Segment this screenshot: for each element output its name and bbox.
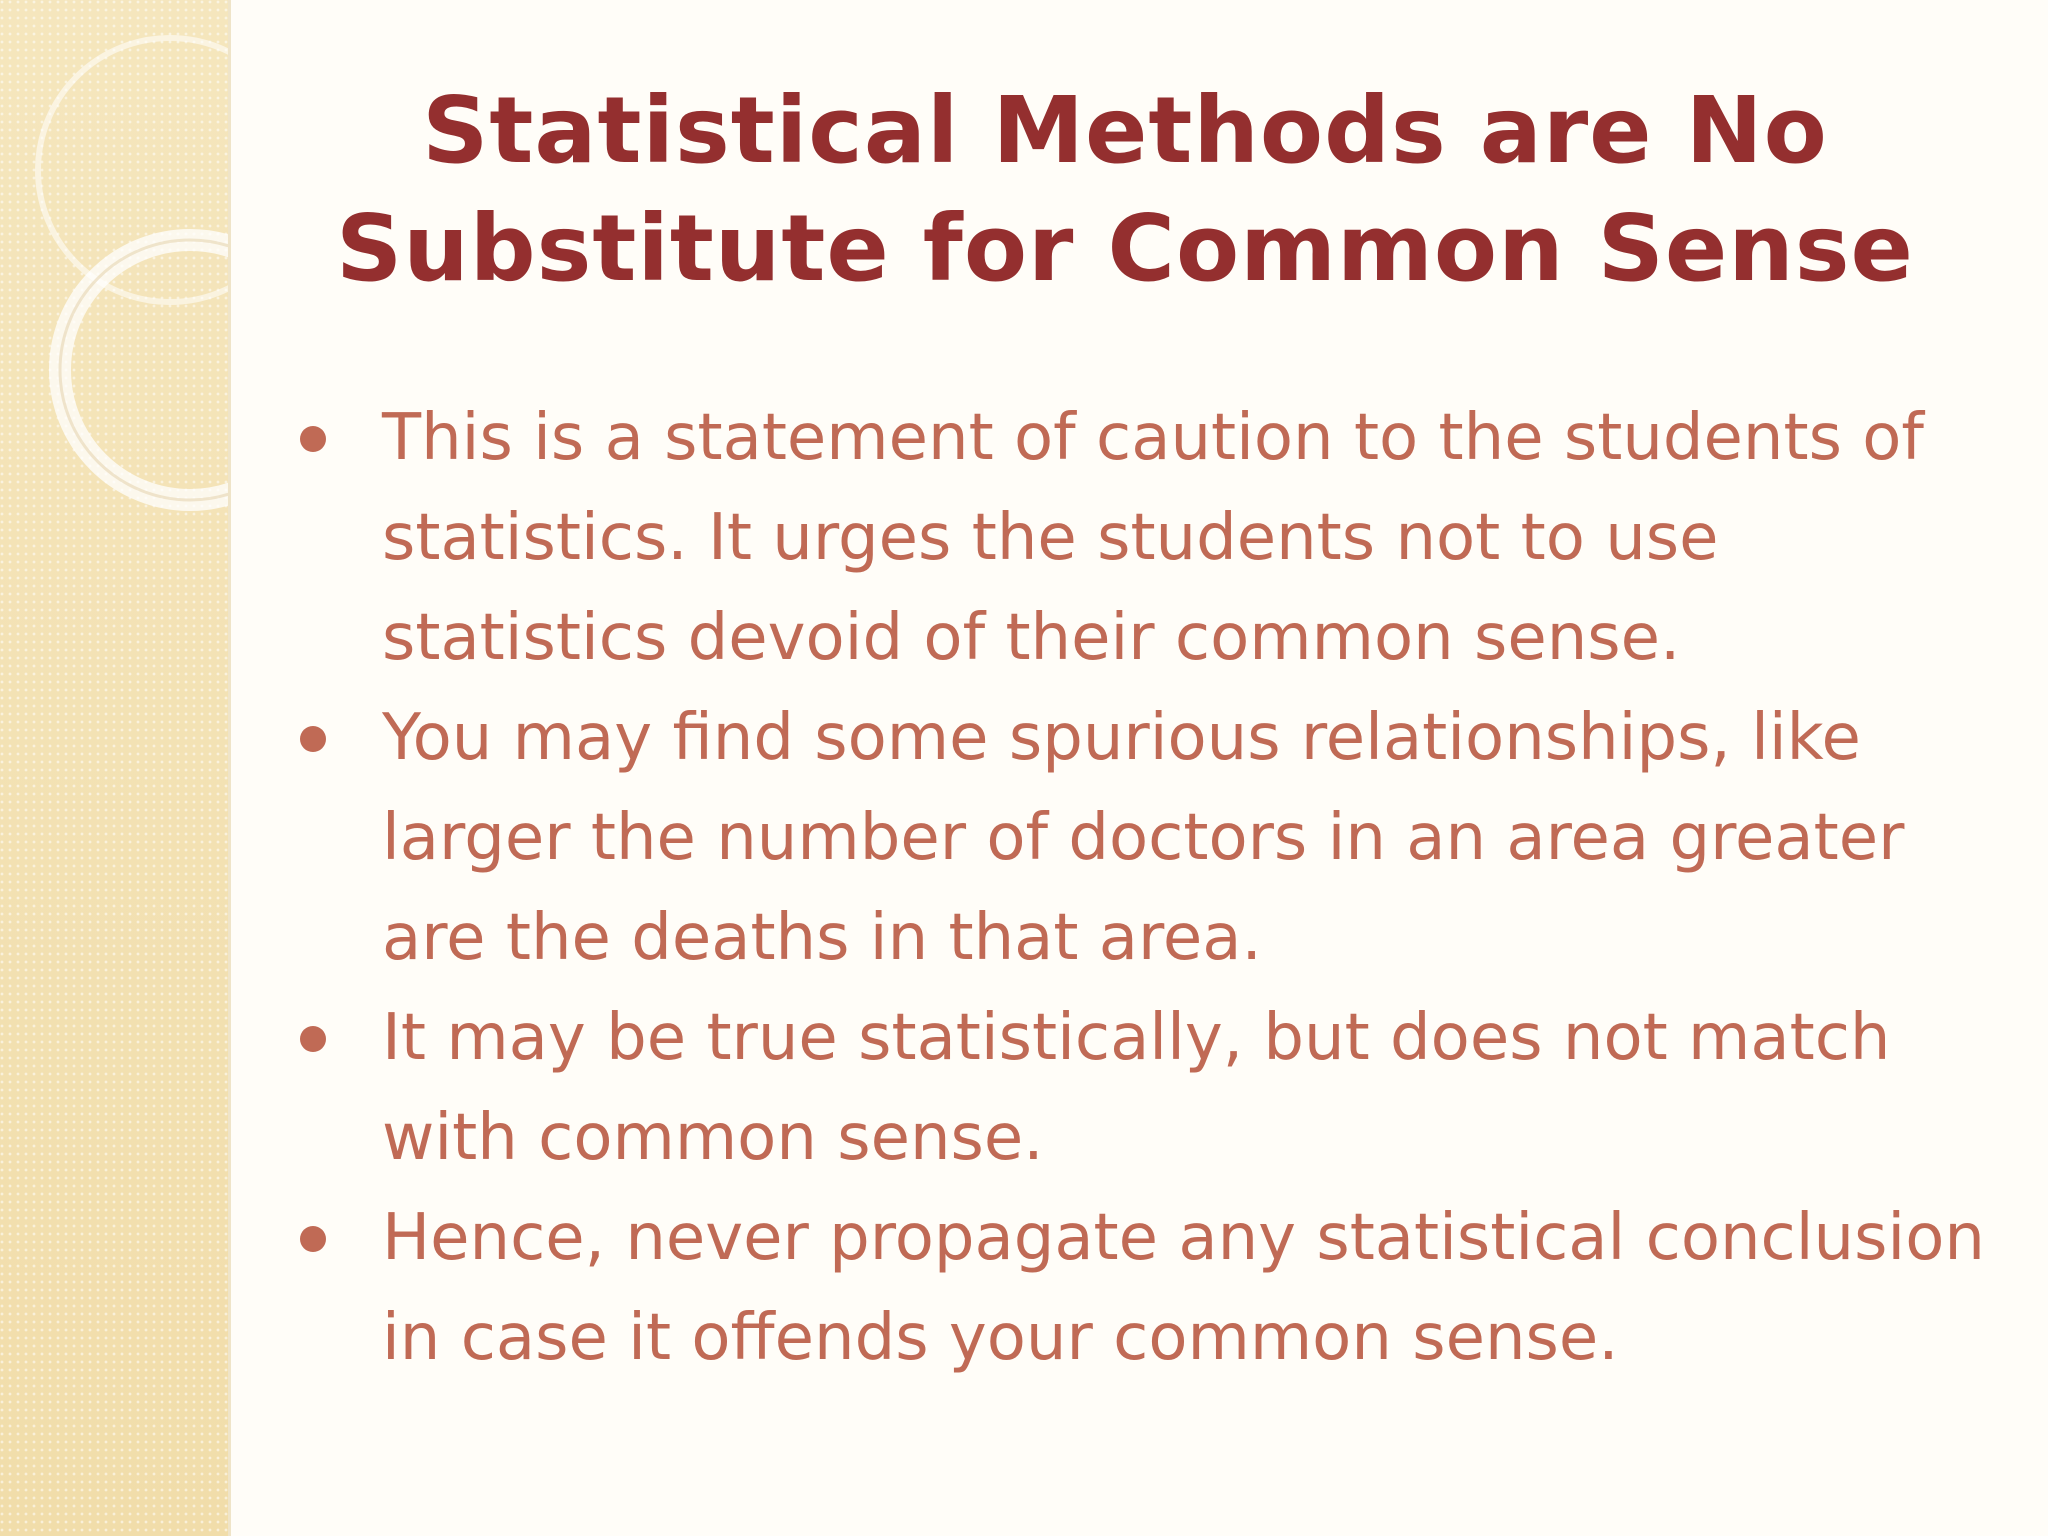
bullet-item <box>290 388 1990 688</box>
bullet-text: You may find some spurious relationships, like larger the number of doctors in an area greater are the deaths in that area. <box>382 701 1905 975</box>
bullet-dot-icon <box>300 726 326 752</box>
bullet-dot-icon <box>300 1026 326 1052</box>
slide-title-line-2: Substitute for Common Sense <box>336 195 1914 302</box>
bullet-text: This is a statement of caution to the students of statistics. It urges the students not to use statistics devoid of their common sense. <box>382 401 1924 675</box>
bullet-item <box>290 688 1990 988</box>
bullet-item <box>290 1188 1990 1388</box>
bullet-dot-icon <box>300 1226 326 1252</box>
bullet-list <box>290 388 1990 1388</box>
bullet-dot-icon <box>300 426 326 452</box>
bullet-text: It may be true statistically, but does not match with common sense. <box>382 1001 1891 1175</box>
decorative-side-panel <box>0 0 231 1536</box>
bullet-item <box>290 988 1990 1188</box>
slide-title-line-1: Statistical Methods are No <box>422 77 1828 184</box>
decorative-rings-icon <box>0 0 228 520</box>
slide-title <box>300 72 1950 308</box>
bullet-text: Hence, never propagate any statistical conclusion in case it offends your common sense. <box>382 1201 1985 1375</box>
